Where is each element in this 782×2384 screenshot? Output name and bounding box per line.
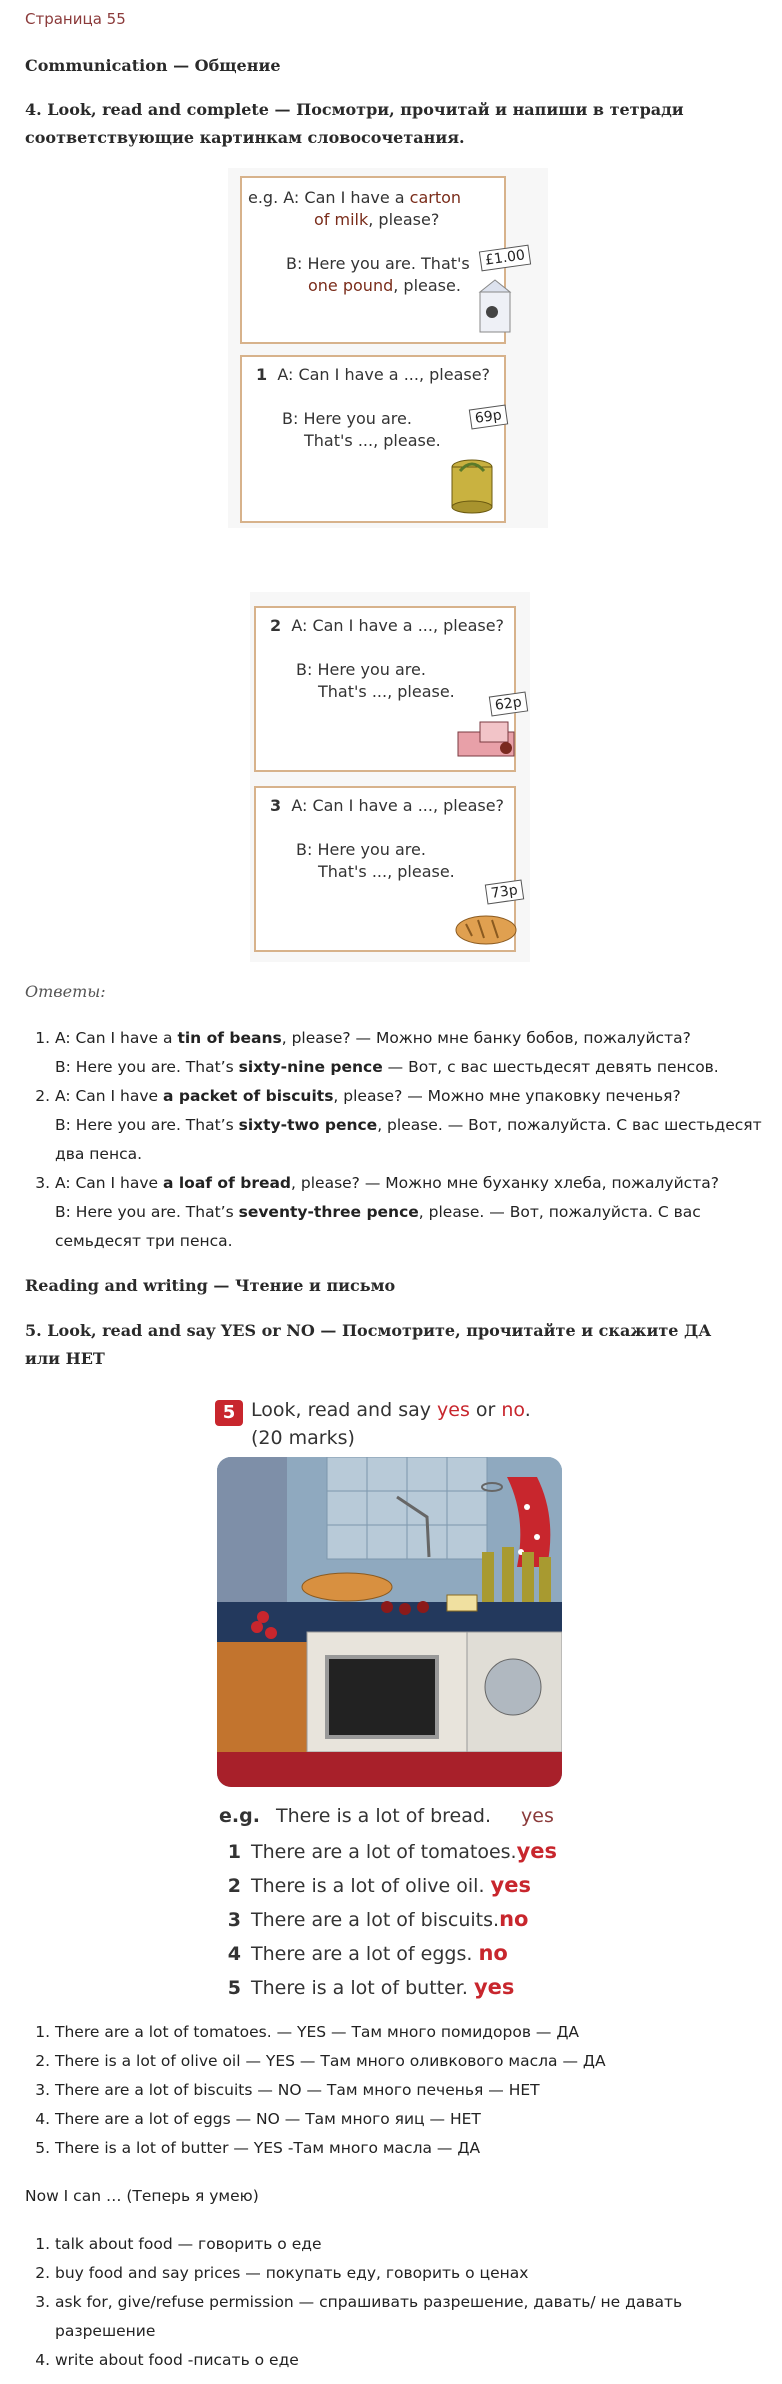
ex5-row-3-text: There are a lot of biscuits.: [251, 1909, 500, 1931]
skill-1: 1. talk about food — говорить о еде: [55, 2230, 745, 2259]
ex5-marks: (20 marks): [251, 1427, 355, 1449]
card-1-a: A: Can I have a ..., please?: [277, 365, 491, 384]
answer-2-a-post: , please. — Вот, пожалуйста. С вас шестьдесят два пенса.: [55, 1116, 762, 1163]
answer-1-q-post: , please? — Можно мне банку бобов, пожалуйста?: [281, 1029, 691, 1047]
card-1-num: 1: [256, 365, 268, 384]
card-eg-b2-post: , please.: [393, 276, 461, 295]
ex5-eg-text: There is a lot of bread.: [275, 1805, 491, 1827]
answer-item-1: [55, 1024, 765, 1082]
answer-1-q-bold: tin of beans: [177, 1029, 282, 1047]
ex5-answer-1: 1. There are a lot of tomatoes. — YES — Там много помидоров — ДА: [55, 2018, 765, 2047]
ex5-row-5-answer: yes: [473, 1975, 515, 1999]
ex5-answer-4: 4. There are a lot of eggs — NO — Там много яиц — НЕТ: [55, 2105, 765, 2134]
ex5-eg-label: e.g.: [219, 1805, 260, 1827]
ex5-example-row: [219, 1805, 554, 1827]
ex5-row-3: [215, 1907, 528, 1931]
ex5-row-4: [215, 1941, 508, 1965]
card-2-a: A: Can I have a ..., please?: [291, 616, 505, 635]
card-1-b2: That's ..., please.: [304, 431, 441, 450]
answer-2-a-pre: B: Here you are. That’s: [55, 1116, 239, 1134]
answers-list: [25, 1024, 765, 1256]
loaf-of-bread-icon: [452, 908, 522, 948]
ex5-row-5-num: 5: [227, 1977, 241, 1999]
price-tag-eg: £1.00: [479, 245, 531, 272]
answer-3-a-bold: seventy-three pence: [238, 1203, 419, 1221]
card-2-num: 2: [270, 616, 282, 635]
answer-1-a-pre: B: Here you are. That’s: [55, 1058, 239, 1076]
ex5-image: [215, 1395, 575, 1999]
ex5-title-pre: Look, read and say: [251, 1399, 438, 1421]
ex5-row-2-text: There is a lot of olive oil.: [251, 1875, 485, 1897]
card-2: [254, 606, 523, 772]
ex5-title-or: or: [469, 1399, 502, 1421]
ex5-answer-5: 5. There is a lot of butter — YES -Там много масла — ДА: [55, 2134, 765, 2163]
tin-of-beans-icon: [442, 449, 512, 515]
ex5-row-2: [215, 1873, 531, 1897]
ex5-row-5: [215, 1975, 514, 1999]
price-tag-1: 69p: [469, 405, 508, 430]
kitchen-illustration: [217, 1457, 562, 1787]
answer-2-a-bold: sixty-two pence: [238, 1116, 378, 1134]
ex5-title-yes: yes: [437, 1399, 470, 1421]
card-eg-b2-brown: one pound: [308, 276, 394, 295]
heading-communication: Communication — Общение: [25, 56, 281, 75]
skill-4: 4. write about food -писать о еде: [55, 2346, 745, 2375]
skill-2: 2. buy food and say prices — покупать еду, говорить о ценах: [55, 2259, 745, 2288]
card-1: [240, 355, 506, 523]
kitchen-scene-icon: [217, 1457, 562, 1787]
card-3-num: 3: [270, 796, 282, 815]
answer-3-a-pre: B: Here you are. That’s: [55, 1203, 239, 1221]
card-eg-a2-post: , please?: [368, 210, 440, 229]
ex5-row-4-num: 4: [227, 1943, 241, 1965]
page-label: Страница 55: [25, 10, 126, 28]
price-tag-2: 62p: [489, 692, 528, 717]
answers-label: Ответы:: [25, 982, 106, 1001]
ex5-answer-2: 2. There is a lot of olive oil — YES — Там много оливкового масла — ДА: [55, 2047, 765, 2076]
card-3-b2: That's ..., please.: [318, 862, 455, 881]
ex5-row-4-answer: no: [478, 1941, 508, 1965]
biscuits-packet-icon: [454, 720, 524, 764]
ex5-answers-list: [25, 2018, 765, 2163]
card-1-b1: B: Here you are.: [282, 409, 412, 428]
answer-3-q-post: , please? — Можно мне буханку хлеба, пожалуйста?: [291, 1174, 719, 1192]
skill-3: 3. ask for, give/refuse permission — спрашивать разрешение, давать/ не давать разрешение: [55, 2288, 745, 2346]
answer-1-q-pre: A: Can I have a: [55, 1029, 178, 1047]
heading-reading: Reading and writing — Чтение и письмо: [25, 1276, 396, 1295]
milk-carton-icon: [472, 278, 522, 338]
card-example: [240, 176, 527, 344]
answer-2-q-pre: A: Can I have: [55, 1087, 164, 1105]
answer-1-a-post: — Вот, с вас шестьдесят девять пенсов.: [382, 1058, 719, 1076]
answer-3-q-pre: A: Can I have: [55, 1174, 164, 1192]
card-eg-b1: Here you are. That's: [307, 254, 470, 273]
card-2-b2: That's ..., please.: [318, 682, 455, 701]
card-3-a: A: Can I have a ..., please?: [291, 796, 505, 815]
card-3: [254, 786, 519, 952]
card-3-b1: B: Here you are.: [296, 840, 426, 859]
heading-ex4: 4. Look, read and complete — Посмотри, прочитай и напиши в тетради соответствующие картинкам словосочетания.: [25, 100, 684, 147]
answer-3-q-bold: a loaf of bread: [163, 1174, 292, 1192]
answer-item-3: [55, 1169, 765, 1256]
skills-list: [25, 2230, 745, 2375]
ex5-row-4-text: There are a lot of eggs.: [251, 1943, 473, 1965]
answer-2-q-post: , please? — Можно мне упаковку печенья?: [333, 1087, 681, 1105]
heading-ex5: 5. Look, read and say YES or NO — Посмотрите, прочитайте и скажите ДА или НЕТ: [25, 1321, 712, 1368]
now-i-can: Now I can … (Теперь я умею): [25, 2187, 259, 2205]
ex5-number-badge: 5: [215, 1400, 243, 1426]
ex5-title: [251, 1399, 531, 1421]
card-2-b1: B: Here you are.: [296, 660, 426, 679]
price-tag-3: 73p: [485, 880, 524, 905]
ex5-row-1-num: 1: [227, 1841, 241, 1863]
ex5-row-1: [215, 1839, 557, 1863]
answer-2-q-bold: a packet of biscuits: [163, 1087, 334, 1105]
card-eg-a-pre: Can I have a: [304, 188, 410, 207]
ex5-row-5-text: There is a lot of butter.: [251, 1977, 468, 1999]
card-eg-a-brown: carton: [409, 188, 462, 207]
answer-item-2: [55, 1082, 765, 1169]
ex5-title-no: no: [501, 1399, 525, 1421]
ex5-title-post: .: [524, 1399, 531, 1421]
ex5-row-3-num: 3: [227, 1909, 241, 1931]
ex5-eg-answer: yes: [521, 1805, 554, 1827]
answer-3-a-post: , please. — Вот, пожалуйста. С вас семьдесят три пенса.: [55, 1203, 701, 1250]
ex5-row-2-num: 2: [227, 1875, 241, 1897]
card-eg-b-label: B:: [286, 254, 303, 273]
answer-1-a-bold: sixty-nine pence: [238, 1058, 383, 1076]
card-eg-a-label: A:: [283, 188, 300, 207]
ex5-answer-3: 3. There are a lot of biscuits — NO — Там много печенья — НЕТ: [55, 2076, 765, 2105]
ex5-row-3-answer: no: [499, 1907, 529, 1931]
ex5-row-1-text: There are a lot of tomatoes.: [251, 1841, 517, 1863]
card-eg-prefix: e.g.: [248, 188, 279, 207]
ex5-row-1-answer: yes: [516, 1839, 558, 1863]
ex5-row-2-answer: yes: [490, 1873, 531, 1897]
card-eg-a2-brown: of milk: [314, 210, 369, 229]
